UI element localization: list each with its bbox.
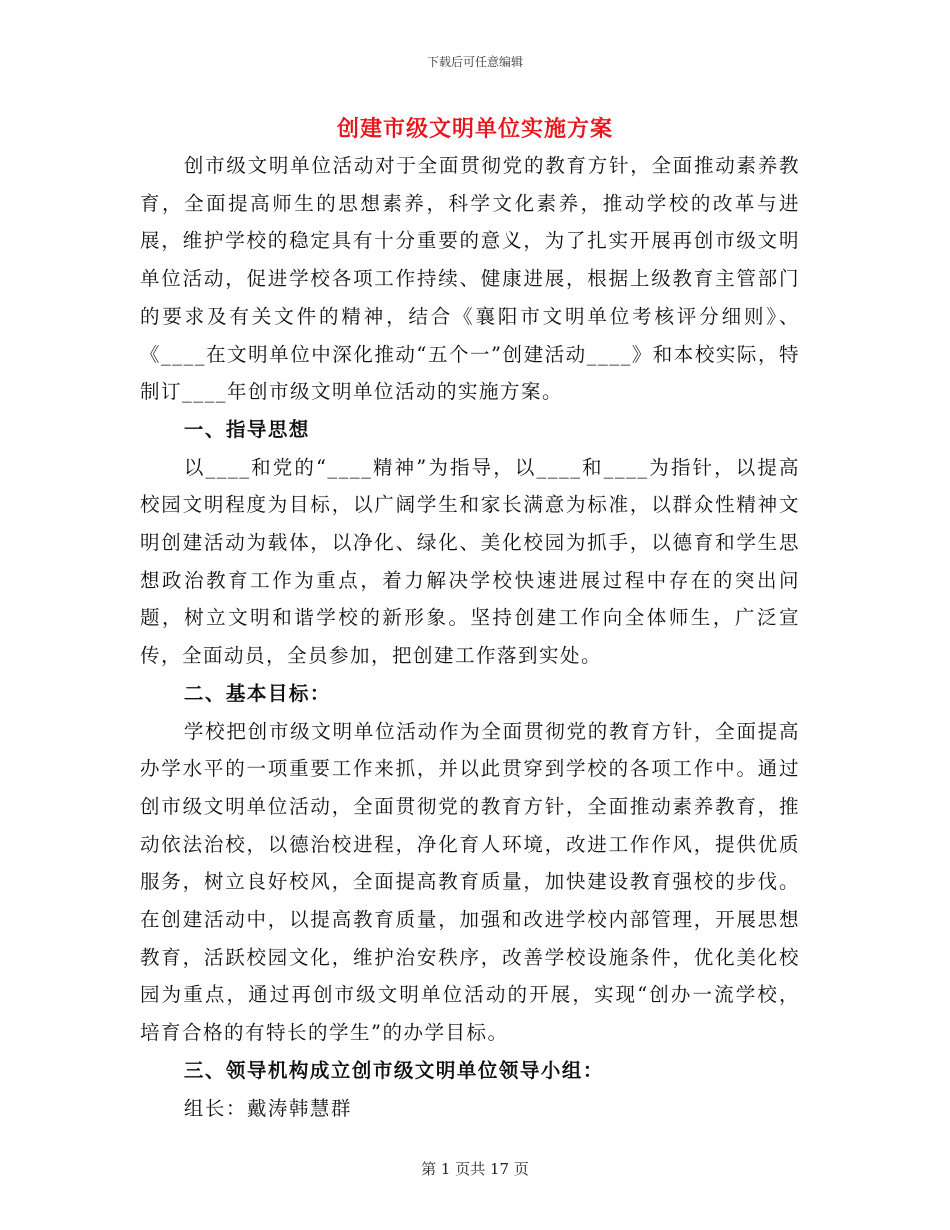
intro-paragraph: 创市级文明单位活动对于全面贯彻党的教育方针，全面推动素养教育，全面提高师生的思想素养，科学文化素养，推动学校的改革与进展，维护学校的稳定具有十分重要的意义，为了扎实开展再创市级文明单位活动，促进学校各项工作持续、健康进展，根据上级教育主管部门的要求及有关文件的精神，结合《襄阳市文明单位考核评分细则》、《____在文明单位中深化推动“五个一”创建活动____》和本校实际，特制订____年创市级文明单位活动的实施方案。 — [140, 154, 800, 404]
page-header: 下载后可任意编辑 — [426, 55, 523, 69]
basic-goals-paragraph: 学校把创市级文明单位活动作为全面贯彻党的教育方针，全面提高办学水平的一项重要工作来抓，并以此贯穿到学校的各项工作中。通过创市级文明单位活动，全面贯彻党的教育方针，全面推动素养教育，推动依法治校，以德治校进程，净化育人环境，改进工作作风，提供优质服务，树立良好校风，全面提高教育质量，加快建设教育强校的步伐。在创建活动中，以提高教育质量，加强和改进学校内部管理，开展思想教育，活跃校园文化，维护治安秩序，改善学校设施条件，优化美化校园为重点，通过再创市级文明单位活动的开展，实现“创办一流学校，培育合格的有特长的学生”的办学目标。 — [140, 719, 800, 1045]
page-footer: 第 1 页共 17 页 — [421, 1160, 529, 1178]
document-body — [140, 147, 800, 1127]
guiding-ideology-paragraph: 以____和党的“____精神”为指导，以____和____为指针，以提高校园文明程度为目标，以广阔学生和家长满意为标准，以群众性精神文明创建活动为载体，以净化、绿化、美化校园为抓手，以德育和学生思想政治教育工作为重点，着力解决学校快速进展过程中存在的突出问题，树立文明和谐学校的新形象。坚持创建工作向全体师生，广泛宣传，全面动员，全员参加，把创建工作落到实处。 — [140, 455, 800, 668]
document-title: 创建市级文明单位实施方案 — [336, 116, 613, 142]
section-heading-basic-goals: 二、基本目标： — [183, 681, 331, 705]
section-heading-guiding-ideology: 一、指导思想 — [183, 417, 310, 441]
leadership-paragraph: 组长：戴涛韩慧群 — [183, 1096, 352, 1120]
section-heading-leadership: 三、领导机构成立创市级文明单位领导小组： — [183, 1058, 604, 1082]
